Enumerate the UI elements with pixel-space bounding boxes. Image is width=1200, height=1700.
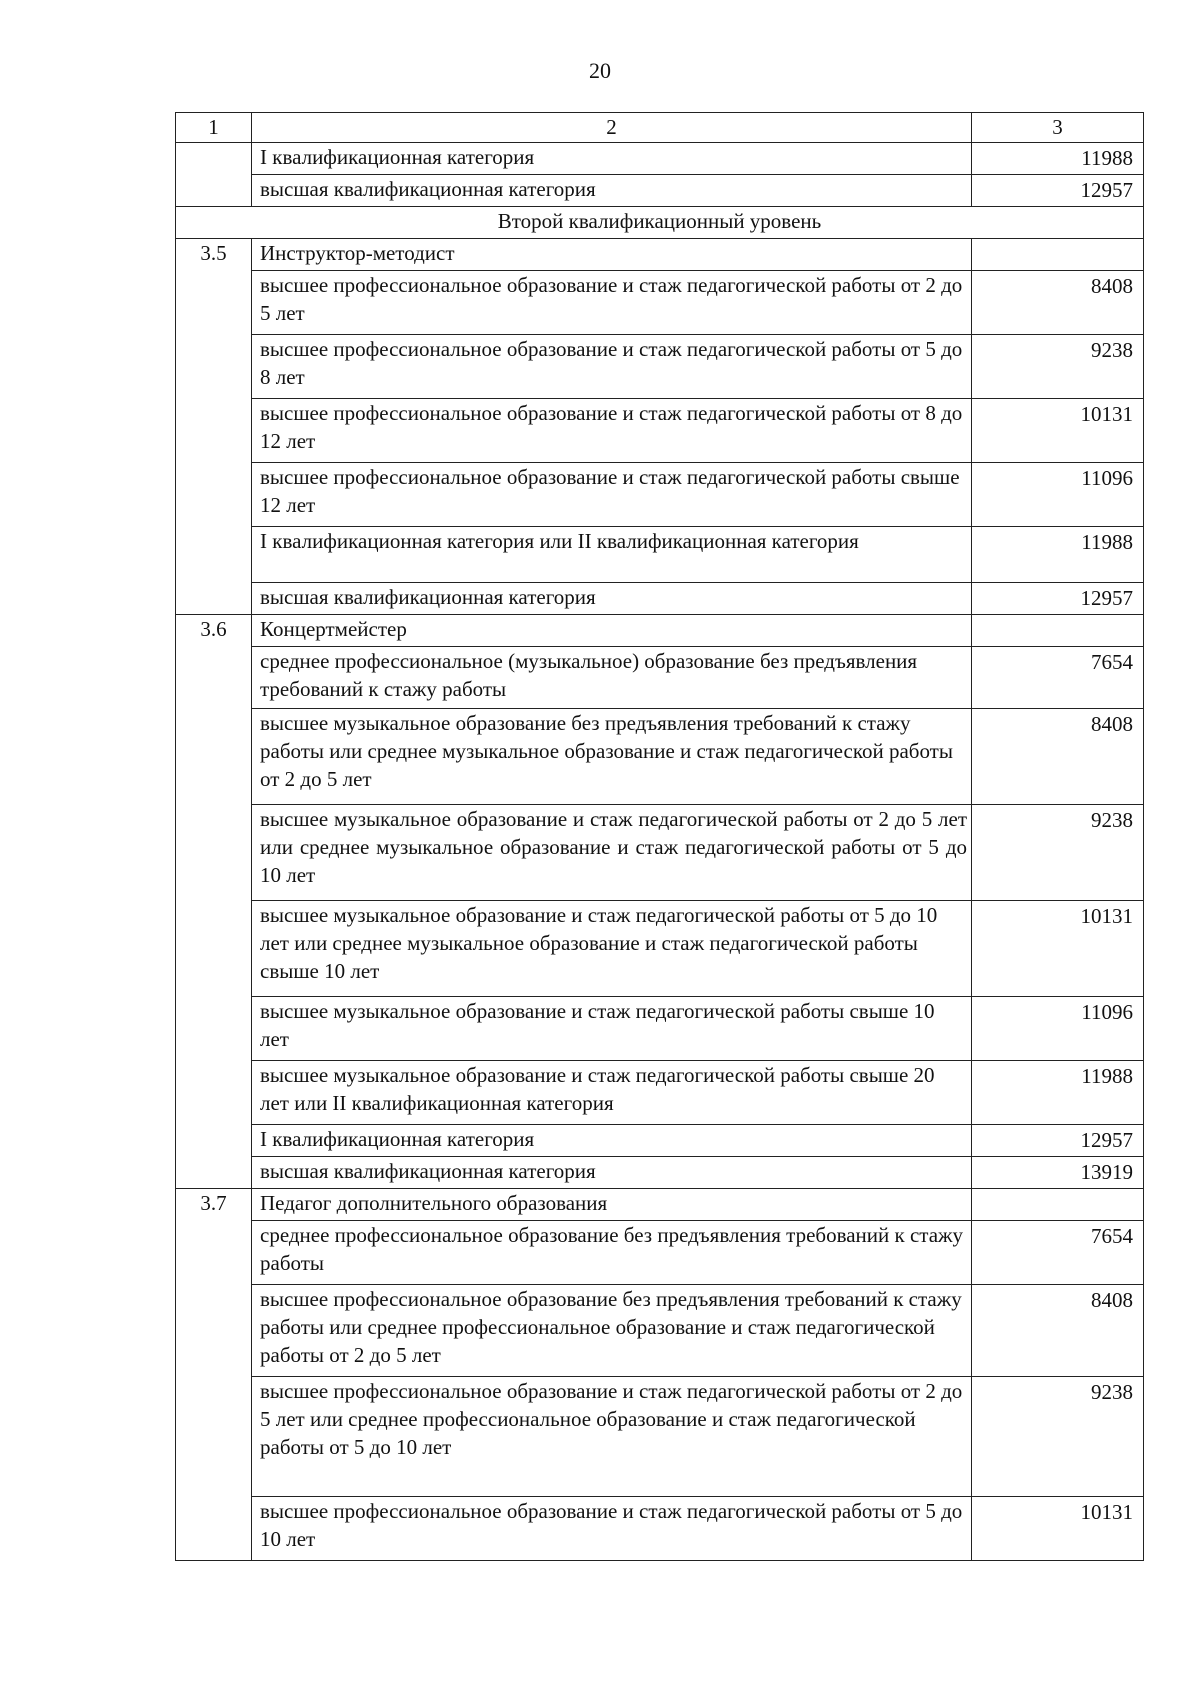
- row-value: 8408: [972, 709, 1144, 805]
- row-value: 10131: [972, 399, 1144, 463]
- group-title-row: [176, 615, 1144, 647]
- row-value-empty: [972, 615, 1144, 647]
- row-value-empty: [972, 1189, 1144, 1221]
- row-text: высшее музыкальное образование и стаж педагогической работы от 5 до 10 лет или среднее музыкальное образование и стаж педагогической работы свыше 10 лет: [252, 901, 972, 997]
- table-row: [176, 335, 1144, 399]
- table-row: [176, 901, 1144, 997]
- row-text: высшее музыкальное образование без предъявления требований к стажу работы или среднее музыкальное образование и стаж педагогической работы от 2 до 5 лет: [252, 709, 972, 805]
- table-row: [176, 997, 1144, 1061]
- row-value: 7654: [972, 647, 1144, 709]
- group-number: 3.7: [176, 1189, 252, 1561]
- row-value: 13919: [972, 1157, 1144, 1189]
- section-title: Второй квалификационный уровень: [176, 207, 1144, 239]
- row-value: 10131: [972, 901, 1144, 997]
- table-row: [176, 1061, 1144, 1125]
- group-title: Педагог дополнительного образования: [252, 1189, 972, 1221]
- row-value: 9238: [972, 335, 1144, 399]
- table-row: [176, 647, 1144, 709]
- row-text: высшее профессиональное образование и стаж педагогической работы от 5 до 8 лет: [252, 335, 972, 399]
- row-text: среднее профессиональное (музыкальное) образование без предъявления требований к стажу работы: [252, 647, 972, 709]
- row-text: среднее профессиональное образование без предъявления требований к стажу работы: [252, 1221, 972, 1285]
- table-row: [176, 1125, 1144, 1157]
- row-value: 11988: [972, 143, 1144, 175]
- header-row: [176, 113, 1144, 143]
- table-row: [176, 271, 1144, 335]
- table-row: [176, 399, 1144, 463]
- page-number: 20: [589, 58, 611, 83]
- table-row: [176, 1285, 1144, 1377]
- row-text: высшее профессиональное образование и стаж педагогической работы от 2 до 5 лет: [252, 271, 972, 335]
- salary-table: [175, 112, 1144, 1561]
- row-text: высшая квалификационная категория: [252, 583, 972, 615]
- group-number: 3.6: [176, 615, 252, 1189]
- row-value: 11988: [972, 527, 1144, 583]
- row-value: 12957: [972, 175, 1144, 207]
- row-value: 10131: [972, 1497, 1144, 1561]
- row-text: высшее профессиональное образование и стаж педагогической работы свыше 12 лет: [252, 463, 972, 527]
- row-value: 11096: [972, 997, 1144, 1061]
- group-title: Концертмейстер: [252, 615, 972, 647]
- row-text: высшая квалификационная категория: [252, 175, 972, 207]
- row-value: 12957: [972, 1125, 1144, 1157]
- table-row: [176, 805, 1144, 901]
- row-value: 12957: [972, 583, 1144, 615]
- row-number-empty: [176, 143, 252, 207]
- table-row: [176, 1497, 1144, 1561]
- row-value-empty: [972, 239, 1144, 271]
- group-title-row: [176, 239, 1144, 271]
- group-title-row: [176, 1189, 1144, 1221]
- table-row: [176, 463, 1144, 527]
- row-text: I квалификационная категория: [252, 1125, 972, 1157]
- table-row: [176, 1157, 1144, 1189]
- row-value: 8408: [972, 1285, 1144, 1377]
- row-text: высшее профессиональное образование и стаж педагогической работы от 2 до 5 лет или среднее профессиональное образование и стаж педагогической работы от 5 до 10 лет: [252, 1377, 972, 1497]
- row-text: высшее профессиональное образование и стаж педагогической работы от 8 до 12 лет: [252, 399, 972, 463]
- group-title: Инструктор-методист: [252, 239, 972, 271]
- header-col2: 2: [252, 113, 972, 143]
- row-text: высшее музыкальное образование и стаж педагогической работы свыше 10 лет: [252, 997, 972, 1061]
- row-text: высшая квалификационная категория: [252, 1157, 972, 1189]
- row-value: 9238: [972, 1377, 1144, 1497]
- header-col1: 1: [176, 113, 252, 143]
- header-col3: 3: [972, 113, 1144, 143]
- table-row: [176, 709, 1144, 805]
- table-row: [176, 143, 1144, 175]
- row-text: высшее музыкальное образование и стаж педагогической работы свыше 20 лет или II квалификационная категория: [252, 1061, 972, 1125]
- row-value: 11988: [972, 1061, 1144, 1125]
- row-text: I квалификационная категория или II квалификационная категория: [252, 527, 972, 583]
- row-value: 8408: [972, 271, 1144, 335]
- table-row: [176, 527, 1144, 583]
- table-row: [176, 583, 1144, 615]
- row-text: I квалификационная категория: [252, 143, 972, 175]
- row-text: высшее профессиональное образование без предъявления требований к стажу работы или среднее профессиональное образование и стаж педагогической работы от 2 до 5 лет: [252, 1285, 972, 1377]
- row-text: высшее профессиональное образование и стаж педагогической работы от 5 до 10 лет: [252, 1497, 972, 1561]
- table-row: [176, 1221, 1144, 1285]
- section-row: [176, 207, 1144, 239]
- table-row: [176, 175, 1144, 207]
- row-value: 9238: [972, 805, 1144, 901]
- table-row: [176, 1377, 1144, 1497]
- row-text: высшее музыкальное образование и стаж педагогической работы от 2 до 5 лет или среднее музыкальное образование и стаж педагогической работы от 5 до 10 лет: [252, 805, 972, 901]
- row-value: 11096: [972, 463, 1144, 527]
- row-value: 7654: [972, 1221, 1144, 1285]
- group-number: 3.5: [176, 239, 252, 615]
